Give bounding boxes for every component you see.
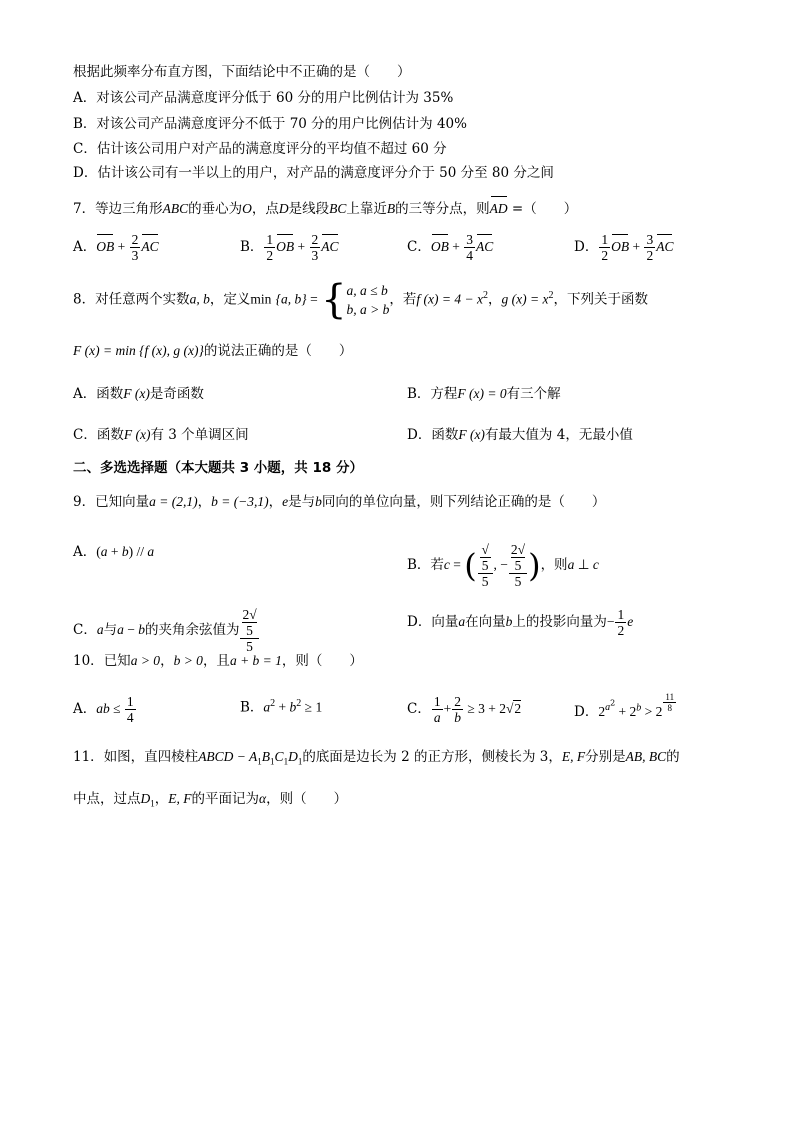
q11-stem-line1: 11．如图，直四棱柱ABCD − $A_1B_1C_1D_1$的底面是边长为 2 的正方形，侧棱长为 3，E, F分别是AB, BC的 [73,749,680,767]
q7-option-a: A．OB + $\frac{2}{3}$ AC [73,232,159,263]
q10-option-d: D．$2^{a^2} + 2^b > 2$ $^{\frac{11}{8}}$ [574,691,675,720]
q7-option-b: B． $\frac{1}{2}$ OB + $\frac{2}{3}$ AC [240,232,339,263]
q8-option-a: A．函数F (x)是奇函数 [73,386,204,402]
q6-stem: 根据此频率分布直方图，下面结论中不正确的是（ ） [73,64,411,80]
q10-option-a: A．ab ≤ $\frac{1}{4}$ [73,694,134,725]
q8-stem-line1: 8．对任意两个实数a, b，定义min {a, b} = {a, a ≤ b b, a > b，若f $(x) = 4 - x^2$，g $(x) = x^2$，下列关于函数 [73,277,648,323]
q8-option-c: C．函数F (x)有 3 个单调区间 [73,427,249,443]
q10-stem: 10．已知a > 0，b > 0，且a + b = 1，则（ ） [73,653,363,669]
q6-option-b: B．对该公司产品满意度评分不低于 70 分的用户比例估计为 40% [73,116,467,132]
section-heading: 二、多选选择题（本大题共 3 小题，共 18 分） [73,460,363,476]
q8-option-d: D．函数F (x)有最大值为 4，无最小值 [407,427,633,443]
q9-stem: 9．已知向量a = (2,1)，b = (−3,1)，e是与b同向的单位向量，则下列结论正确的是（ ） [73,494,606,510]
q6-option-c: C．估计该公司用户对产品的满意度评分的平均值不超过 60 分 [73,141,447,157]
q11-stem-line2: 中点，过点$D_1$，E, F的平面记为α，则（ ） [73,791,348,809]
q9-option-b: B．若c = ( √ 5 5 , − 2√ 5 5 )，则a ⊥ c [407,542,599,589]
q7-option-c: C．OB + $\frac{3}{4}$ AC [407,232,494,263]
q10-option-b: B．$a^2 + b^2 \ge 1$ [240,698,323,716]
q10-option-c: C． $\frac{1}{a}$ + $\frac{2}{b}$ ≥ 3 + 2√2 [407,694,522,725]
q7-stem: 7．等边三角形ABC的垂心为O，点D是线段BC上靠近B的三等分点，则AD =（ ） [73,201,578,217]
q8-option-b: B．方程F (x) = 0有三个解 [407,386,561,402]
q9-option-d: D．向量a在向量b上的投影向量为− $\frac{1}{2}$ e [407,607,634,638]
q9-option-a: A．(a + b) // a [73,544,155,560]
q6-option-a: A．对该公司产品满意度评分低于 60 分的用户比例估计为 35% [73,90,454,106]
q7-option-d: D． $\frac{1}{2}$ OB + $\frac{3}{2}$ AC [574,232,674,263]
q9-option-c: C．a与a − b的夹角余弦值为 2√ 5 5 [73,607,257,654]
q6-option-d: D．估计该公司有一半以上的用户，对产品的满意度评分介于 50 分至 80 分之间 [73,165,554,181]
q8-stem-line2: F (x) = min {f (x), g (x)}的说法正确的是（ ） [73,343,353,359]
